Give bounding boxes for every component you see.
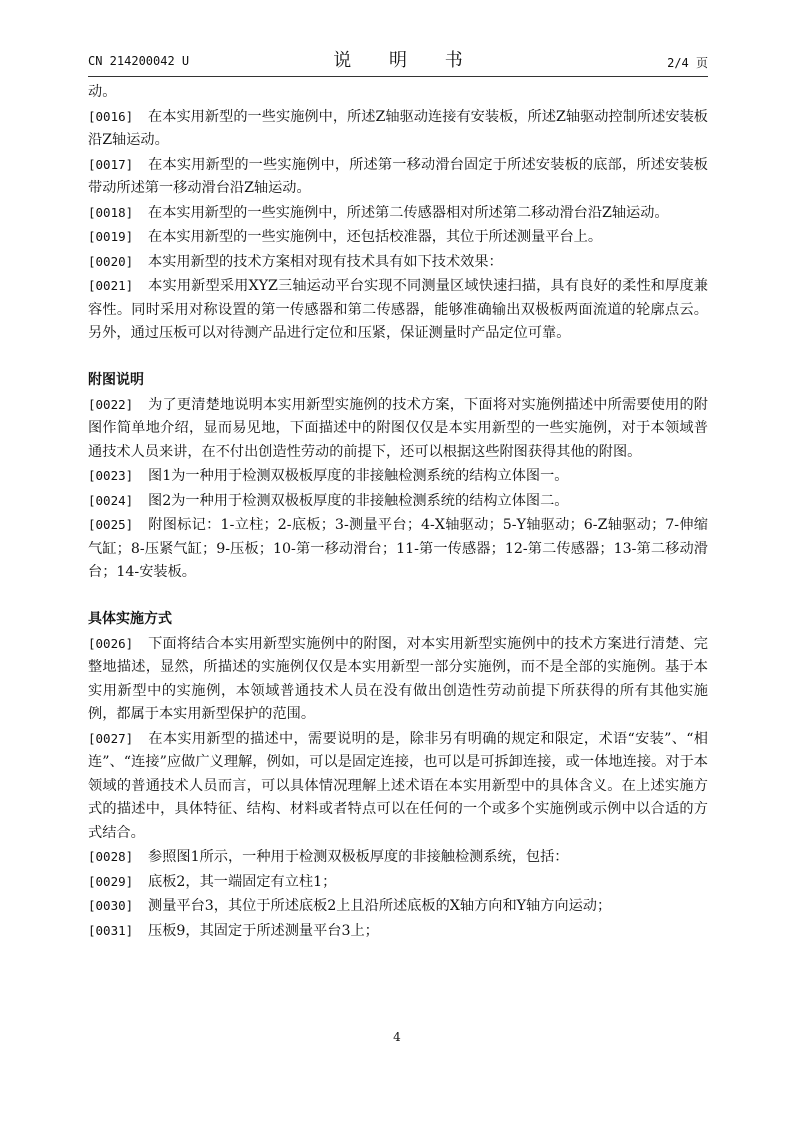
paragraph-group-embodiments bbox=[88, 632, 708, 944]
paragraph-text: 本实用新型的技术方案相对现有技术具有如下技术效果： bbox=[148, 253, 503, 270]
section-heading-embodiments: 具体实施方式 bbox=[88, 611, 172, 627]
paragraph-number: [0020] bbox=[88, 253, 134, 269]
section-gap bbox=[88, 346, 708, 370]
paragraph-number: [0025] bbox=[88, 517, 134, 532]
paragraph bbox=[88, 105, 708, 153]
paragraph-number: [0022] bbox=[88, 396, 134, 412]
document-title: 说 明 书 bbox=[333, 50, 479, 71]
paragraph-number: [0019] bbox=[88, 229, 134, 244]
paragraph-text: 图2为一种用于检测双极板厚度的非接触检测系统的结构立体图二。 bbox=[148, 492, 569, 509]
paragraph-text: 在本实用新型的一些实施例中，所述第二传感器相对所述第二移动滑台沿Z轴运动。 bbox=[148, 204, 669, 221]
document-body bbox=[88, 81, 708, 943]
section-heading-figures: 附图说明 bbox=[88, 372, 144, 388]
paragraph-number: [0024] bbox=[88, 492, 134, 508]
header-rule bbox=[88, 76, 708, 77]
paragraph bbox=[88, 201, 708, 226]
section-gap bbox=[88, 585, 708, 609]
paragraph-text: 附图标记：1-立柱；2-底板；3-测量平台；4-X轴驱动；5-Y轴驱动；6-Z轴驱动；7-伸缩气缸；8-压紧气缸；9-压板；10-第一移动滑台；11-第一传感器；12-第二传感器；13-第二移动滑台；14-安装板。 bbox=[88, 517, 708, 580]
paragraph-text: 压板9，其固定于所述测量平台3上； bbox=[148, 922, 379, 939]
paragraph bbox=[88, 250, 708, 275]
paragraph-number: [0016] bbox=[88, 108, 134, 124]
paragraph-number: [0023] bbox=[88, 468, 134, 483]
paragraph-text: 参照图1所示，一种用于检测双极板厚度的非接触检测系统，包括： bbox=[148, 849, 569, 865]
paragraph-text: 测量平台3，其位于所述底板2上且沿所述底板的X轴方向和Y轴方向运动； bbox=[148, 898, 612, 914]
paragraph-text: 在本实用新型的一些实施例中，所述Z轴驱动连接有安装板，所述Z轴驱动控制所述安装板沿Z轴运动。 bbox=[88, 108, 708, 148]
paragraph bbox=[88, 845, 708, 870]
paragraph-number: [0029] bbox=[88, 873, 134, 889]
paragraph-number: [0030] bbox=[88, 898, 134, 913]
paragraph bbox=[88, 225, 708, 250]
paragraph bbox=[88, 464, 708, 489]
continued-text: 动。 bbox=[88, 84, 117, 100]
paragraph bbox=[88, 393, 708, 465]
paragraph-text: 图1为一种用于检测双极板厚度的非接触检测系统的结构立体图一。 bbox=[148, 468, 569, 484]
paragraph-text: 下面将结合本实用新型实施例中的附图，对本实用新型实施例中的技术方案进行清楚、完整地描述，显然，所描述的实施例仅仅是本实用新型一部分实施例，而不是全部的实施例。基于本实用新型中的实施例，本领域普通技术人员在没有做出创造性劳动前提下所获得的所有其他实施例，都属于本实用新型保护的范围。 bbox=[88, 635, 708, 722]
page-footer bbox=[0, 1030, 794, 1044]
paragraph bbox=[88, 153, 708, 201]
paragraph-number: [0018] bbox=[88, 204, 134, 220]
paragraph-number: [0017] bbox=[88, 156, 134, 172]
page-number: 4 bbox=[393, 1030, 401, 1044]
paragraph-text: 底板2，其一端固定有立柱1； bbox=[148, 873, 337, 890]
paragraph bbox=[88, 870, 708, 895]
paragraph-text: 为了更清楚地说明本实用新型实施例的技术方案，下面将对实施例描述中所需要使用的附图作简单地介绍，显而易见地，下面描述中的附图仅仅是本实用新型的一些实施例，对于本领域普通技术人员来讲，在不付出创造性劳动的前提下，还可以根据这些附图获得其他的附图。 bbox=[88, 396, 708, 460]
paragraph bbox=[88, 919, 708, 944]
paragraph-group-summary bbox=[88, 105, 708, 346]
paragraph-number: [0026] bbox=[88, 635, 134, 651]
document-number: CN 214200042 U bbox=[88, 54, 190, 68]
paragraph-group-figures bbox=[88, 393, 708, 585]
page-header bbox=[88, 40, 708, 76]
paragraph-text: 在本实用新型的一些实施例中，所述第一移动滑台固定于所述安装板的底部，所述安装板带动所述第一移动滑台沿Z轴运动。 bbox=[88, 156, 708, 196]
paragraph-text: 在本实用新型的描述中，需要说明的是，除非另有明确的规定和限定，术语“安装”、“相连”、“连接”应做广义理解，例如，可以是固定连接，也可以是可拆卸连接，或一体地连接。对于本领域的普通技术人员而言，可以具体情况理解上述术语在本实用新型中的具体含义。在上述实施方式的描述中，具体特征、结构、材料或者特点可以在任何的一个或多个实施例或示例中以合适的方式结合。 bbox=[88, 730, 708, 841]
paragraph-text: 本实用新型采用XYZ三轴运动平台实现不同测量区域快速扫描，具有良好的柔性和厚度兼容性。同时采用对称设置的第一传感器和第二传感器，能够准确输出双极板两面流道的轮廓点云。另外，通过压板可以对待测产品进行定位和压紧，保证测量时产品定位可靠。 bbox=[88, 278, 708, 341]
paragraph bbox=[88, 274, 708, 346]
paragraph-number: [0021] bbox=[88, 278, 134, 293]
paragraph-number: [0027] bbox=[88, 730, 134, 746]
page-indicator: 2/4 页 bbox=[667, 56, 708, 70]
paragraph bbox=[88, 727, 708, 846]
paragraph bbox=[88, 513, 708, 585]
paragraph bbox=[88, 489, 708, 514]
paragraph-text: 在本实用新型的一些实施例中，还包括校准器，其位于所述测量平台上。 bbox=[148, 229, 603, 245]
paragraph-number: [0028] bbox=[88, 849, 134, 864]
paragraph-number: [0031] bbox=[88, 922, 134, 938]
paragraph bbox=[88, 632, 708, 727]
paragraph bbox=[88, 894, 708, 919]
